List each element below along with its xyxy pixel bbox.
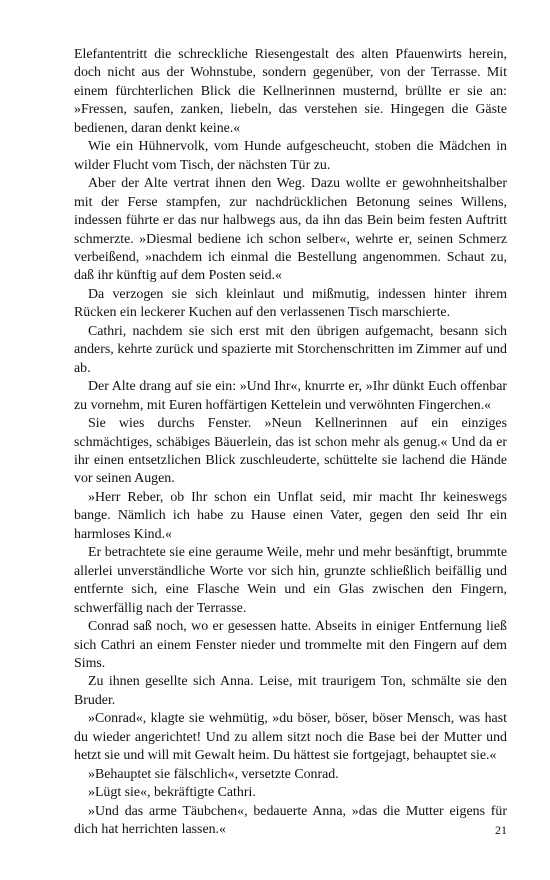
page-number: 21 [495, 823, 507, 837]
paragraph: »Behauptet sie fälschlich«, versetzte Conrad. [88, 766, 339, 782]
paragraph: Wie ein Hühnervolk, vom Hunde aufgescheucht, stoben die Mädchen in wilder Flucht vom Tisch, der nächsten Tür zu. [74, 139, 507, 173]
paragraph: Er betrachtete sie eine geraume Weile, mehr und mehr besänftigt, brummte allerlei unverständliche Worte vor sich hin, grunzte schließlich beifällig und entfernte sich, eine Flasche Wein und ein Glas zwischen den Fingern, schwerfällig nach der Terrasse. [74, 545, 507, 616]
paragraph: »Conrad«, klagte sie wehmütig, »du böser, böser, böser Mensch, was hast du wieder angerichtet! Und zu allem sitzt noch die Base bei der Mutter und hetzt sie und will mit Gewalt heim. Du hättest sie fortgejagt, behauptet sie.« [74, 711, 507, 764]
paragraph: Da verzogen sie sich kleinlaut und mißmutig, indessen hinter ihrem Rücken ein leckerer Kuchen auf den verlassenen Tisch marschierte. [74, 286, 507, 321]
paragraph: Conrad saß noch, wo er gesessen hatte. Abseits in einiger Entfernung ließ sich Cathri an einem Fenster nieder und trommelte mit den Fingern auf dem Sims. [74, 619, 507, 671]
paragraph: Zu ihnen gesellte sich Anna. Leise, mit traurigem Ton, schmälte sie den Bruder. [74, 674, 507, 708]
paragraph: »Und das arme Täubchen«, bedauerte Anna, »das die Mutter eigens für dich hat herrichten lassen.« [74, 803, 507, 838]
paragraph: Cathri, nachdem sie sich erst mit den übrigen aufgemacht, besann sich anders, kehrte zurück und spazierte mit Storchenschritten im Zimmer auf und ab. [74, 323, 507, 376]
paragraph: Sie wies durchs Fenster. »Neun Kellnerinnen auf ein einziges schmächtiges, schäbiges Bäuerlein, das ist schon mehr als genug.« Und da er ihr einen entsetzlichen Blick zuschleuderte, schüttelte sie lachend die Hände vor seinen Augen. [74, 416, 507, 487]
book-page-text [74, 46, 507, 839]
paragraph: Der Alte drang auf sie ein: »Und Ihr«, knurrte er, »Ihr dünkt Euch offenbar zu vornehm, mit Euren hoffärtigen Kettelein und verwöhnten Fingerchen.« [74, 379, 507, 413]
paragraph: Elefantentritt die schreckliche Riesengestalt des alten Pfauenwirts herein, doch nicht aus der Wohnstube, sondern gegenüber, von der Terrasse. Mit einem fürchterlichen Blick die Kellnerinnen musternd, brüllte er sie an: »Fressen, saufen, zanken, liebeln, das verstehen sie. Hingegen die Gäste bedienen, daran denkt keine.« [74, 47, 507, 136]
paragraph: »Lügt sie«, bekräftigte Cathri. [88, 785, 256, 801]
paragraph: Aber der Alte vertrat ihnen den Weg. Dazu wollte er gewohnheitshalber mit der Ferse stampfen, zur nachdrücklichen Betonung seines Willens, indessen führte er das nur halbwegs aus, da ihn das Bein beim festen Auftritt schmerzte. »Diesmal bediene ich schon selber«, wehrte er, seinen Schmerz verbeißend, »nachdem ich einmal die Bestellung angenommen. Schaut zu, daß ihr künftig auf dem Posten seid.« [74, 176, 507, 284]
paragraph: »Herr Reber, ob Ihr schon ein Unflat seid, mir macht Ihr keineswegs bange. Nämlich ich habe zu Hause einen Vater, gegen den seid Ihr ein harmloses Kind.« [74, 489, 507, 542]
